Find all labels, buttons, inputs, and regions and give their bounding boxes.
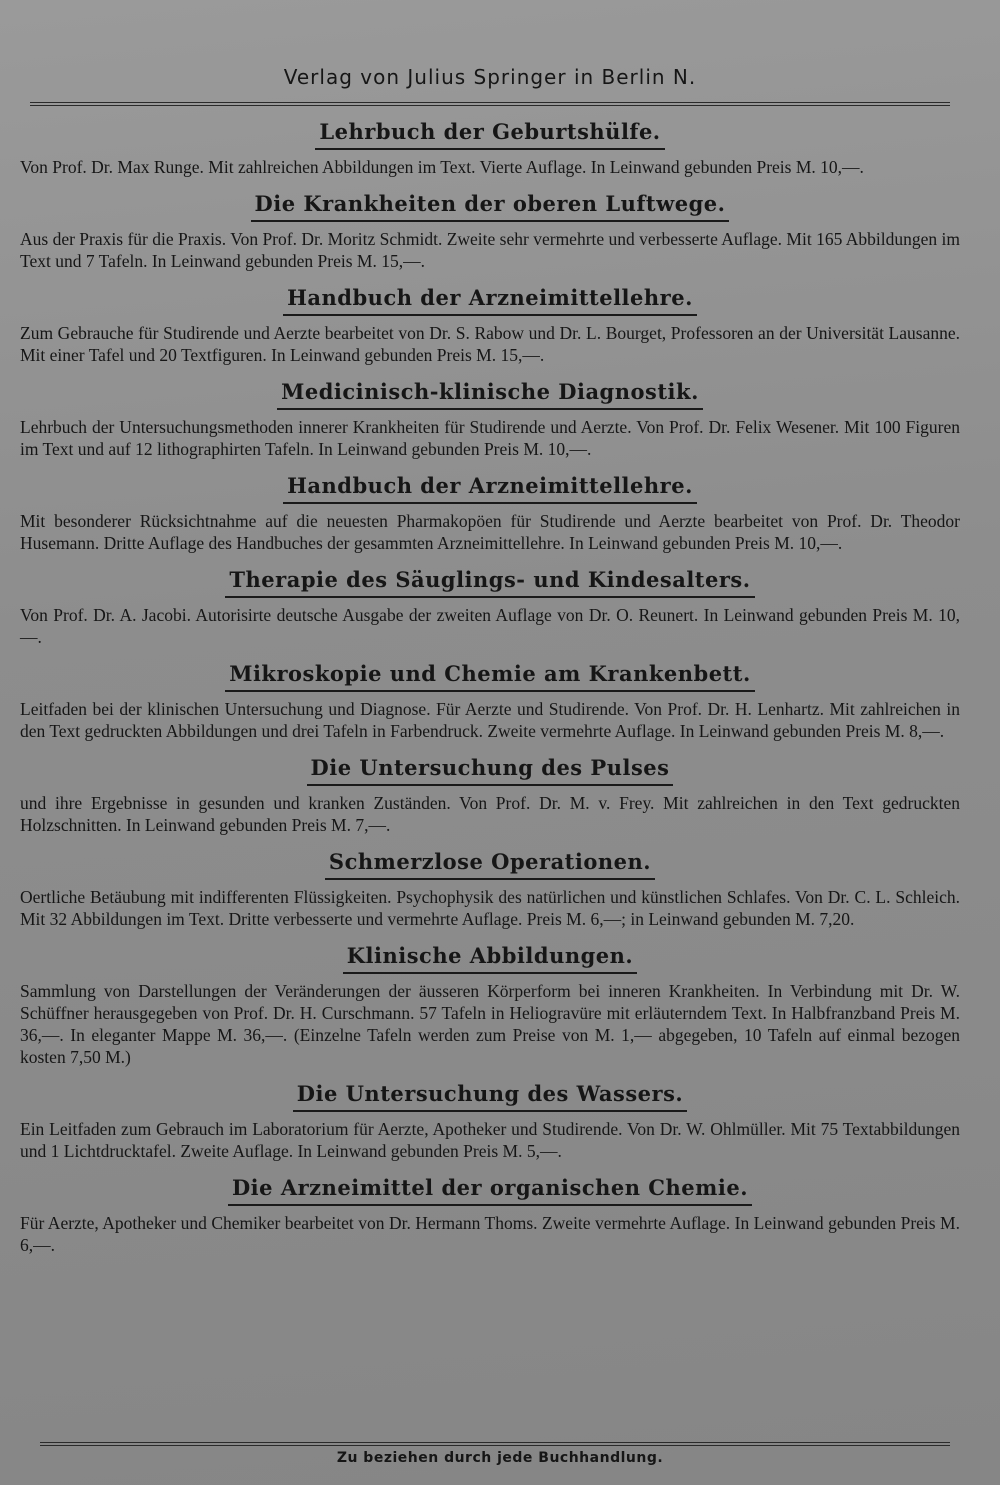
header-rule [30, 102, 950, 106]
book-entry [20, 942, 960, 1068]
book-title-text: Schmerzlose Operationen. [325, 848, 655, 880]
book-title [20, 848, 960, 882]
book-title [20, 118, 960, 152]
book-title [20, 378, 960, 412]
book-title [20, 1080, 960, 1114]
book-title-text: Therapie des Säuglings- und Kindesalters. [225, 566, 754, 598]
book-description: Von Prof. Dr. A. Jacobi. Autorisirte deutsche Ausgabe der zweiten Auflage von Dr. O. Reunert. In Leinwand gebunden Preis M. 10,—. [20, 605, 960, 647]
book-title-text: Handbuch der Arzneimittellehre. [283, 472, 697, 504]
book-entry [20, 190, 960, 272]
book-title [20, 660, 960, 694]
book-entry [20, 378, 960, 460]
book-title-text: Medicinisch-klinische Diagnostik. [277, 378, 703, 410]
book-title [20, 284, 960, 318]
book-title-text: Die Arzneimittel der organischen Chemie. [228, 1174, 752, 1206]
publisher-header: Verlag von Julius Springer in Berlin N. [283, 65, 697, 89]
book-entry [20, 754, 960, 836]
book-list [20, 118, 960, 1256]
book-title-text: Lehrbuch der Geburtshülfe. [315, 118, 664, 150]
book-title [20, 942, 960, 976]
book-title-text: Handbuch der Arzneimittellehre. [283, 284, 697, 316]
footer-rule [40, 1442, 950, 1446]
book-description: Sammlung von Darstellungen der Veränderungen der äusseren Körperform bei inneren Krankheiten. In Verbindung mit Dr. W. Schüffner herausgegeben von Prof. Dr. H. Curschmann. 57 Tafeln in Heliogravüre mit erläuterndem Text. In Halbfranzband Preis M. 36,—. In eleganter Mappe M. 36,—. (Einzelne Tafeln werden zum Preise von M. 1,— abgegeben, 10 Tafeln auf einmal bezogen kosten 7,50 M.) [20, 981, 960, 1067]
book-entry [20, 118, 960, 178]
book-description: Mit besonderer Rücksichtnahme auf die neuesten Pharmakopöen für Studirende und Aerzte bearbeitet von Prof. Dr. Theodor Husemann. Dritte Auflage des Handbuches der gesammten Arzneimittellehre. In Leinwand gebunden Preis M. 10,—. [20, 511, 960, 553]
book-entry [20, 1080, 960, 1162]
book-description: Zum Gebrauche für Studirende und Aerzte bearbeitet von Dr. S. Rabow und Dr. L. Bourget, Professoren an der Universität Lausanne. Mit einer Tafel und 20 Textfiguren. In Leinwand gebunden Preis M. 15,—. [20, 323, 960, 365]
book-description: und ihre Ergebnisse in gesunden und kranken Zuständen. Von Prof. Dr. M. v. Frey. Mit zahlreichen in den Text gedruckten Holzschnitten. In Leinwand gebunden Preis M. 7,—. [20, 793, 960, 835]
book-description: Aus der Praxis für die Praxis. Von Prof. Dr. Moritz Schmidt. Zweite sehr vermehrte und verbesserte Auflage. Mit 165 Abbildungen im Text und 7 Tafeln. In Leinwand gebunden Preis M. 15,—. [20, 229, 960, 271]
book-entry [20, 660, 960, 742]
book-title-text: Die Untersuchung des Wassers. [293, 1080, 688, 1112]
book-description: Ein Leitfaden zum Gebrauch im Laboratorium für Aerzte, Apotheker und Studirende. Von Dr. W. Ohlmüller. Mit 75 Textabbildungen und 1 Lichtdrucktafel. Zweite Auflage. In Leinwand gebunden Preis M. 5,—. [20, 1119, 960, 1161]
book-title [20, 566, 960, 600]
book-title-text: Mikroskopie und Chemie am Krankenbett. [225, 660, 755, 692]
book-entry [20, 566, 960, 648]
book-description: Von Prof. Dr. Max Runge. Mit zahlreichen Abbildungen im Text. Vierte Auflage. In Leinwand gebunden Preis M. 10,—. [20, 157, 864, 177]
book-entry [20, 284, 960, 366]
book-description: Leitfaden bei der klinischen Untersuchung und Diagnose. Für Aerzte und Studirende. Von Prof. Dr. H. Lenhartz. Mit zahlreichen in den Text gedruckten Abbildungen und drei Tafeln in Farbendruck. Zweite vermehrte Auflage. In Leinwand gebunden Preis M. 8,—. [20, 699, 960, 741]
book-title [20, 1174, 960, 1208]
book-description: Lehrbuch der Untersuchungsmethoden innerer Krankheiten für Studirende und Aerzte. Von Prof. Dr. Felix Wesener. Mit 100 Figuren im Text und auf 12 lithographirten Tafeln. In Leinwand gebunden Preis M. 10,—. [20, 417, 960, 459]
book-entry [20, 848, 960, 930]
book-description: Oertliche Betäubung mit indifferenten Flüssigkeiten. Psychophysik des natürlichen und künstlichen Schlafes. Von Dr. C. L. Schleich. Mit 32 Abbildungen im Text. Dritte verbesserte und vermehrte Auflage. Preis M. 6,—; in Leinwand gebunden M. 7,20. [20, 887, 960, 929]
book-title [20, 472, 960, 506]
book-title-text: Klinische Abbildungen. [343, 942, 637, 974]
book-entry [20, 472, 960, 554]
footer-note: Zu beziehen durch jede Buchhandlung. [336, 1450, 664, 1466]
book-title-text: Die Krankheiten der oberen Luftwege. [251, 190, 730, 222]
book-title [20, 754, 960, 788]
book-entry [20, 1174, 960, 1256]
book-description: Für Aerzte, Apotheker und Chemiker bearbeitet von Dr. Hermann Thoms. Zweite vermehrte Auflage. In Leinwand gebunden Preis M. 6,—. [20, 1213, 960, 1255]
book-title [20, 190, 960, 224]
book-title-text: Die Untersuchung des Pulses [307, 754, 674, 786]
